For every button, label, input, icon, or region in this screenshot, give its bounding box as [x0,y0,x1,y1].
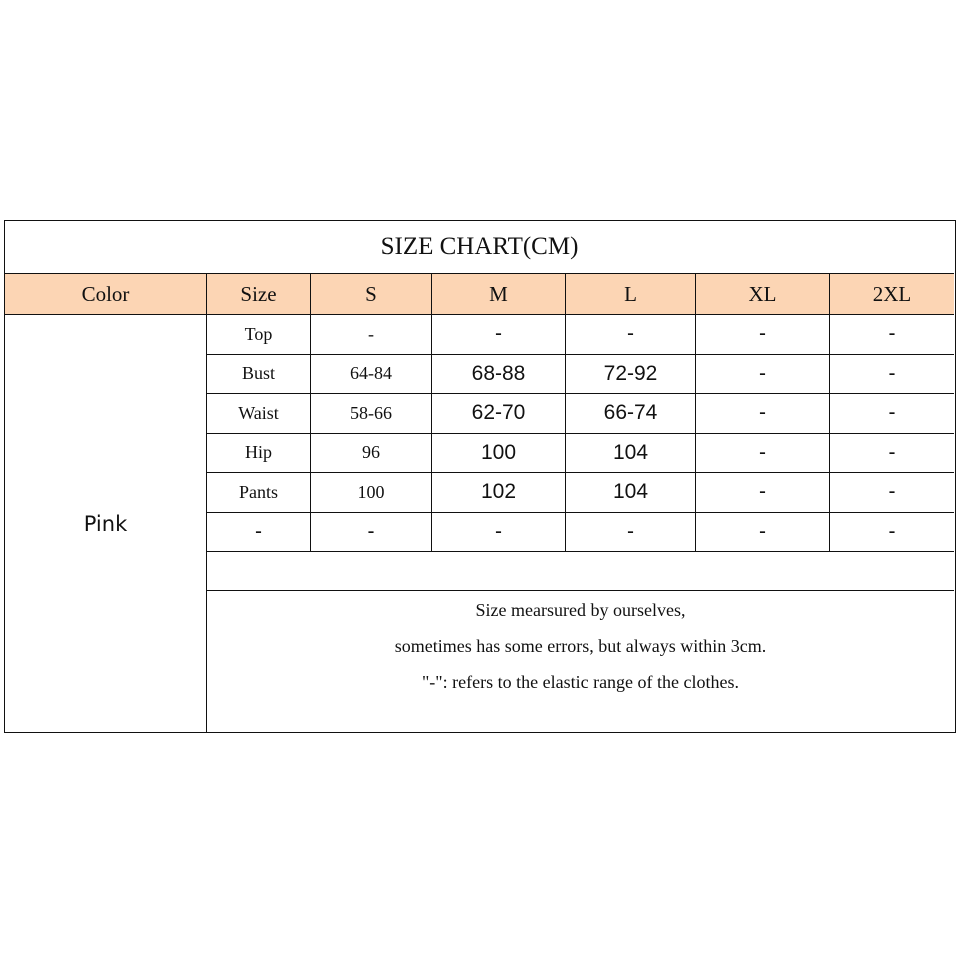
table-row [207,434,954,474]
table-row [207,473,954,513]
value-s: - [311,315,432,354]
value-m: 102 [432,473,566,512]
value-2xl: - [888,519,896,543]
header-size-2xl: 2XL [872,281,912,306]
value-2xl: - [888,440,896,464]
value-2xl: - [888,322,896,346]
row-label: Pants [207,473,311,512]
value-m: - [432,315,566,354]
value-m: 100 [432,434,566,473]
value-m: 68-88 [432,355,566,394]
value-xl: - [696,355,830,394]
value-2xl: - [888,480,896,504]
value-s: 58-66 [311,394,432,433]
header-row [5,274,954,315]
table-row [207,355,954,395]
value-xl: - [696,394,830,433]
value-m: 62-70 [432,394,566,433]
table-row [207,315,954,355]
value-xl: - [696,434,830,473]
size-notes [207,591,954,733]
row-label: Top [207,315,311,354]
header-size-m: M [432,274,566,314]
row-label: Waist [207,394,311,433]
value-xl: - [696,513,830,552]
value-s: 100 [311,473,432,512]
header-size-l: L [566,274,696,314]
value-m: - [432,513,566,552]
value-s: 64-84 [311,355,432,394]
value-2xl: - [888,361,896,385]
value-s: - [311,513,432,552]
header-size-xl: XL [696,274,830,314]
header-color: Color [5,274,207,314]
value-xl: - [696,473,830,512]
table-row [207,513,954,553]
row-label: - [207,513,311,552]
chart-title: SIZE CHART(CM) [5,221,954,274]
table-row [207,394,954,434]
value-l: 104 [566,434,696,473]
header-size-s: S [311,274,432,314]
value-xl: - [696,315,830,354]
value-s: 96 [311,434,432,473]
value-l: - [566,315,696,354]
blank-row [207,551,954,591]
note-line: "-": refers to the elastic range of the clothes. [421,672,740,692]
value-2xl: - [888,401,896,425]
color-cell: Pink [5,315,207,733]
row-label: Hip [207,434,311,473]
value-l: 66-74 [566,394,696,433]
note-line: Size mearsured by ourselves, [475,600,686,620]
value-l: - [566,513,696,552]
size-chart-table [4,220,956,733]
row-label: Bust [207,355,311,394]
header-size: Size [207,274,311,314]
value-l: 104 [566,473,696,512]
note-line: sometimes has some errors, but always within 3cm. [394,636,767,656]
value-l: 72-92 [566,355,696,394]
